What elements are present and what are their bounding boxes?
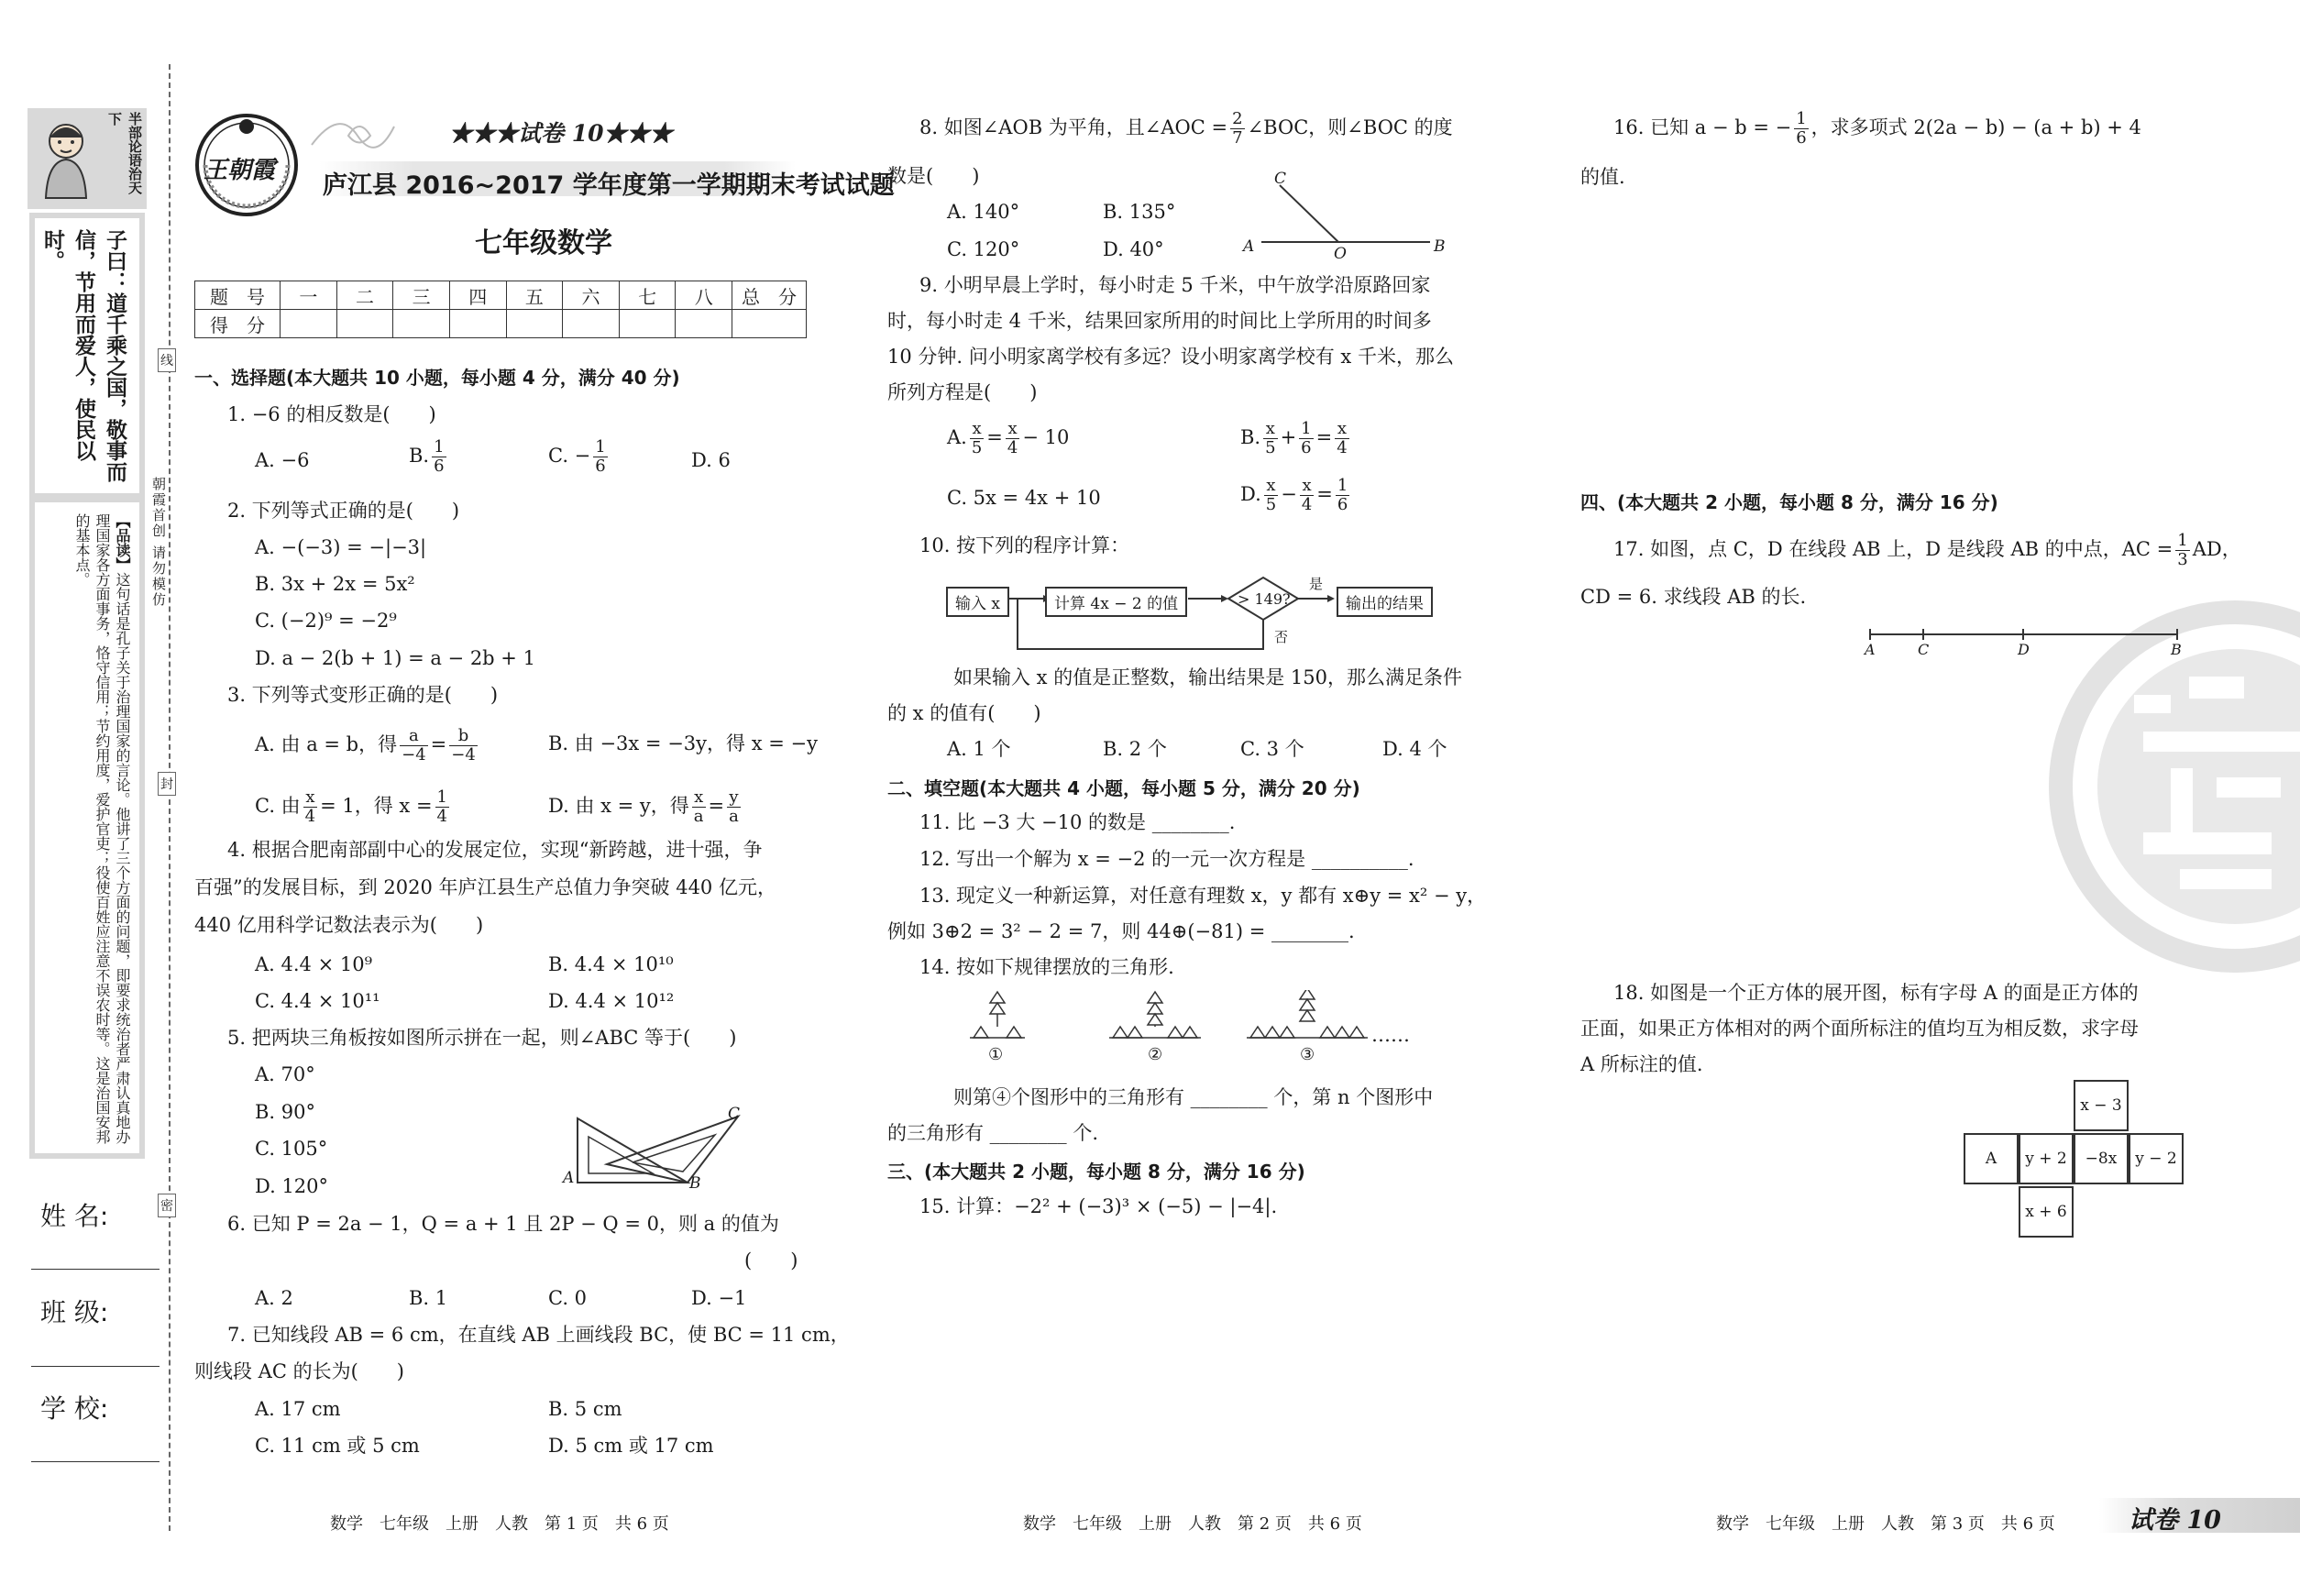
fraction	[1299, 420, 1313, 457]
question-16-line-2: 的值.	[1580, 166, 1625, 188]
question-18-line-3: A 所标注的值.	[1580, 1053, 1703, 1075]
fraction	[1300, 477, 1314, 514]
q3-option-c	[255, 788, 452, 826]
fraction-num: 1	[434, 437, 445, 457]
option-prefix: D.	[1240, 483, 1261, 505]
fig-label-c: C	[728, 1105, 741, 1123]
option-prefix: D. 由 x = y，得	[548, 795, 689, 817]
fraction	[692, 788, 706, 826]
score-input[interactable]	[281, 310, 337, 338]
segment-label-c: C	[1918, 641, 1930, 658]
cartoon-portrait-icon	[33, 114, 99, 202]
fraction-den: 6	[1301, 438, 1312, 457]
reading-text	[72, 513, 132, 1146]
class-label: 班 级:	[40, 1297, 109, 1327]
fraction-den: 4	[1337, 438, 1348, 457]
score-value-row	[195, 310, 807, 338]
angle-label-c: C	[1274, 170, 1287, 188]
q8-option-c: C. 120°	[947, 238, 1020, 260]
score-input[interactable]	[393, 310, 450, 338]
badge-char: 论	[127, 139, 143, 153]
angle-label-o: O	[1334, 245, 1347, 263]
footer-page-1: 数学 七年级 上册 人教 第 1 页 共 6 页	[330, 1514, 669, 1534]
q5-option-d: D. 120°	[255, 1175, 329, 1197]
quote-text: 子曰：道千乘之国，敬事而信，节用而爱人，使民以时。	[40, 229, 127, 482]
question-4-line-3: 440 亿用科学记数法表示为( )	[194, 914, 484, 936]
fraction	[303, 788, 317, 826]
q1-option-d: D. 6	[691, 449, 731, 471]
q9-option-a	[947, 420, 1069, 457]
badge-text	[105, 112, 145, 207]
subject-title: 七年级数学	[475, 227, 612, 259]
quote-box	[29, 213, 145, 499]
question-8-line-1	[919, 110, 1453, 148]
fraction-num: 1	[595, 437, 606, 457]
q2-option-c: C. (−2)⁹ = −2⁹	[255, 610, 397, 632]
fraction-num: x	[970, 420, 984, 439]
angle-label-a: A	[1243, 237, 1255, 256]
q7-option-d: D. 5 cm 或 17 cm	[548, 1435, 714, 1457]
fraction-den: 5	[1265, 495, 1277, 514]
badge-char: 下	[106, 112, 123, 126]
score-cell: 三	[393, 281, 450, 310]
q10-option-a: A. 1 个	[947, 738, 1011, 760]
logo-text: 王朝霞	[204, 157, 276, 184]
q3-option-b: B. 由 −3x = −3y，得 x = −y	[548, 732, 818, 754]
q8-post: ∠BOC，则∠BOC 的度	[1247, 116, 1453, 138]
fraction	[970, 420, 984, 457]
net-cell-y-plus-2: y + 2	[2019, 1133, 2074, 1184]
question-14-line-3: 的三角形有 ________ 个.	[887, 1122, 1099, 1144]
score-input[interactable]	[619, 310, 676, 338]
character-badge	[28, 108, 147, 209]
seal-char: 线	[158, 348, 176, 372]
q6-option-b: B. 1	[409, 1287, 448, 1309]
question-13-line-2: 例如 3⊕2 = 3² − 2 = 7，则 44⊕(−81) = ________.	[887, 920, 1355, 942]
fraction	[432, 438, 446, 476]
fraction-den: 3	[2177, 550, 2188, 569]
badge-char: 半	[127, 112, 143, 126]
question-4-line-2: 百强”的发展目标，到 2020 年庐江县生产总值力争突破 440 亿元，	[194, 876, 776, 898]
score-cell: 五	[506, 281, 563, 310]
exam-title: 庐江县 2016~2017 学年度第一学期期末考试试题	[323, 171, 895, 200]
badge-char: 语	[127, 153, 143, 167]
school-input-line[interactable]	[31, 1459, 160, 1462]
q4-option-b: B. 4.4 × 10¹⁰	[548, 953, 674, 975]
question-2: 2. 下列等式正确的是( )	[227, 500, 460, 522]
option-prefix: A. 由 a = b，得	[255, 733, 398, 755]
fraction-den: 4	[1301, 495, 1313, 514]
score-cell: 八	[676, 281, 732, 310]
net-cell-x-plus-6: x + 6	[2019, 1186, 2074, 1238]
angle-label-b: B	[1434, 237, 1446, 256]
fraction-num: 1	[1337, 476, 1348, 495]
q6-option-d: D. −1	[691, 1287, 747, 1309]
question-14-line-2: 则第④个图形中的三角形有 ________ 个，第 n 个图形中	[953, 1086, 1434, 1108]
reading-label: 【品读】	[114, 513, 131, 572]
fraction-den: 5	[971, 438, 983, 457]
question-10-line-2: 如果输入 x 的值是正整数，输出结果是 150，那么满足条件	[953, 666, 1462, 688]
fraction	[1264, 477, 1278, 514]
fraction-den: a	[693, 807, 704, 826]
fraction-num: 1	[436, 787, 447, 807]
reading-body: 这句话是孔子关于治理国家的言论。他讲了三个方面的问题，即要求统治者严肃认真地办理国家各方面事务，恪守信用；节约用度，爱护官吏；役使百姓应注意不误农时等。这是治国安邦的基本点。	[73, 513, 131, 1144]
score-row-label: 得 分	[195, 310, 281, 338]
score-input[interactable]	[563, 310, 620, 338]
confidential-seal-icon	[2033, 594, 2300, 979]
question-1: 1. −6 的相反数是( )	[227, 403, 436, 425]
fraction	[1263, 420, 1277, 457]
name-input-line[interactable]	[31, 1267, 160, 1270]
question-9-line-4: 所列方程是( )	[887, 381, 1038, 403]
flow-yes-label: 是	[1309, 576, 1324, 592]
q5-option-b: B. 90°	[255, 1101, 316, 1123]
school-label: 学 校:	[40, 1393, 109, 1424]
class-input-line[interactable]	[31, 1364, 160, 1367]
fraction-num: y	[727, 788, 741, 808]
question-14: 14. 按如下规律摆放的三角形.	[919, 956, 1174, 978]
net-cell-top: x − 3	[2074, 1080, 2129, 1131]
q7-option-a: A. 17 cm	[255, 1398, 341, 1420]
score-cell: 二	[336, 281, 393, 310]
q8-option-d: D. 40°	[1103, 238, 1164, 260]
seal-char: 密	[158, 1194, 176, 1217]
equals: =	[708, 795, 725, 817]
q2-option-a: A. −(−3) = −|−3|	[255, 536, 427, 558]
q9-option-c: C. 5x = 4x + 10	[947, 487, 1101, 509]
fraction-den: 6	[595, 457, 606, 476]
fraction-num: x	[1335, 420, 1348, 439]
paper-tag: ★★★试卷 10★★★	[449, 120, 673, 147]
fraction-num: a	[400, 727, 428, 746]
option-prefix: C. −	[548, 445, 591, 467]
question-5: 5. 把两块三角板按如图所示拼在一起，则∠ABC 等于( )	[227, 1027, 737, 1049]
q6-option-a: A. 2	[255, 1287, 293, 1309]
footer-page-2: 数学 七年级 上册 人教 第 2 页 共 6 页	[1023, 1514, 1362, 1534]
fraction-den: 4	[436, 807, 447, 826]
net-cell-a: A	[1964, 1133, 2019, 1184]
segment-label-b: B	[2171, 641, 2182, 658]
q8-option-a: A. 140°	[947, 201, 1020, 223]
question-17-line-2: CD = 6. 求线段 AB 的长.	[1580, 586, 1807, 608]
triangle-boards-figure	[550, 1100, 752, 1201]
q4-option-d: D. 4.4 × 10¹²	[548, 990, 675, 1012]
question-7-line-1: 7. 已知线段 AB = 6 cm，在直线 AB 上画线段 BC，使 BC = 11 cm，	[227, 1324, 850, 1346]
q8-option-b: B. 135°	[1103, 201, 1176, 223]
net-cell-y-minus-2: y − 2	[2129, 1133, 2184, 1184]
seal-char: 封	[158, 772, 176, 796]
fraction-den: −4	[402, 745, 426, 765]
fraction-num: x	[1006, 420, 1019, 439]
score-input[interactable]	[732, 310, 807, 338]
q6-option-c: C. 0	[548, 1287, 588, 1309]
q9-option-b	[1240, 420, 1352, 457]
question-4-line-1: 4. 根据合肥南部副中心的发展定位，实现“新跨越，进十强，争	[227, 839, 763, 861]
option-mid: = 1，得 x =	[320, 795, 433, 817]
question-17-line-1	[1613, 532, 2241, 569]
q2-option-d: D. a − 2(b + 1) = a − 2b + 1	[255, 647, 535, 669]
score-cell: 六	[563, 281, 620, 310]
footer-page-3: 数学 七年级 上册 人教 第 3 页 共 6 页	[1716, 1514, 2055, 1534]
score-header-row	[195, 281, 807, 310]
q1-option-b	[409, 438, 449, 476]
score-input[interactable]	[506, 310, 563, 338]
pattern-ellipsis: ……	[1371, 1024, 1410, 1046]
score-input[interactable]	[336, 310, 393, 338]
fraction-num: 2	[1232, 109, 1243, 128]
q3-option-d	[548, 788, 743, 826]
fraction	[1336, 477, 1349, 514]
q7-option-c: C. 11 cm 或 5 cm	[255, 1435, 420, 1457]
fig-label-a: A	[563, 1169, 575, 1187]
fraction-den: 6	[1337, 495, 1348, 514]
seal-dashed-line	[169, 64, 171, 1531]
fraction-num: 1	[1796, 109, 1807, 128]
q16-pre: 16. 已知 a − b = −	[1613, 116, 1792, 138]
question-18-line-2: 正面，如果正方体相对的两个面所标注的值均互为相反数，求字母	[1580, 1018, 2139, 1040]
question-12: 12. 写出一个解为 x = −2 的一元一次方程是 __________.	[919, 848, 1414, 870]
fraction	[449, 727, 478, 765]
fraction-den: a	[729, 807, 739, 826]
q16-post: ，求多项式 2(2a − b) − (a + b) + 4	[1810, 116, 2141, 138]
fraction	[1335, 420, 1348, 457]
plus: +	[1280, 426, 1297, 448]
question-10: 10. 按下列的程序计算：	[919, 534, 1130, 556]
fraction-den: 4	[304, 807, 316, 826]
fraction	[435, 788, 449, 826]
equals: =	[1315, 426, 1333, 448]
option-post: − 10	[1022, 426, 1070, 448]
minus: −	[1281, 483, 1297, 505]
score-cell: 题 号	[195, 281, 281, 310]
question-10-line-3: 的 x 的值有( )	[887, 702, 1041, 724]
fraction-num: 1	[1301, 419, 1312, 438]
flow-condition: > 149?	[1238, 590, 1291, 608]
question-7-line-2: 则线段 AC 的长为( )	[194, 1360, 404, 1382]
fraction-num: x	[1264, 477, 1278, 496]
segment-label-a: A	[1865, 641, 1876, 658]
question-18-line-1: 18. 如图是一个正方体的展开图，标有字母 A 的面是正方体的	[1613, 982, 2139, 1004]
left-sidebar	[28, 108, 147, 1172]
fraction	[400, 727, 428, 765]
fraction-den: 6	[434, 457, 445, 476]
score-cell: 一	[281, 281, 337, 310]
fraction-num: 1	[2177, 531, 2188, 550]
flow-compute-box: 计算 4x − 2 的值	[1045, 587, 1187, 617]
slogan-text: 朝霞首创 请勿模仿	[150, 477, 167, 608]
fraction-num: x	[1263, 420, 1277, 439]
section-1-heading: 一、选择题(本大题共 10 小题，每小题 4 分，满分 40 分)	[194, 367, 680, 389]
question-16-line-1	[1613, 110, 2141, 148]
fraction	[727, 788, 741, 826]
option-prefix: B.	[1240, 426, 1261, 448]
q4-option-c: C. 4.4 × 10¹¹	[255, 990, 380, 1012]
flow-no-label: 否	[1274, 629, 1289, 645]
q17-pre: 17. 如图，点 C，D 在线段 AB 上，D 是线段 AB 的中点，AC =	[1613, 538, 2173, 560]
question-13-line-1: 13. 现定义一种新运算，对任意有理数 x，y 都有 x⊕y = x² − y，	[919, 885, 1487, 907]
flow-input-box: 输入 x	[946, 587, 1009, 617]
equals: =	[986, 426, 1003, 448]
fig-label-b: B	[689, 1174, 701, 1193]
score-input[interactable]	[676, 310, 732, 338]
option-prefix: B.	[409, 445, 430, 467]
q3-option-a	[255, 727, 480, 765]
score-cell: 总 分	[732, 281, 807, 310]
fraction-den: 7	[1232, 128, 1243, 148]
q10-option-b: B. 2 个	[1103, 738, 1167, 760]
question-9-line-3: 10 分钟. 问小明家离学校有多远？设小明家离学校有 x 千米，那么	[887, 346, 1454, 368]
fraction-den: 5	[1265, 438, 1276, 457]
q5-option-c: C. 105°	[255, 1138, 328, 1160]
q7-option-b: B. 5 cm	[548, 1398, 622, 1420]
flow-output-box: 输出的结果	[1337, 587, 1433, 617]
option-prefix: C. 由	[255, 795, 301, 817]
question-11: 11. 比 −3 大 −10 的数是 ________.	[919, 811, 1236, 833]
question-3: 3. 下列等式变形正确的是( )	[227, 684, 499, 706]
fraction-num: b	[449, 727, 478, 746]
option-prefix: A.	[947, 426, 967, 448]
question-15: 15. 计算：−2² + (−3)³ × (−5) − |−4|.	[919, 1195, 1278, 1217]
q5-option-a: A. 70°	[255, 1063, 315, 1085]
score-cell: 七	[619, 281, 676, 310]
badge-char: 天	[127, 181, 143, 194]
pattern-label-3: ③	[1300, 1045, 1315, 1064]
segment-label-d: D	[2018, 641, 2030, 658]
fraction-den: 6	[1796, 128, 1807, 148]
equals: =	[1316, 483, 1333, 505]
fraction-den: 4	[1007, 438, 1018, 457]
q1-option-a: A. −6	[255, 449, 310, 471]
reading-box	[29, 497, 145, 1159]
q10-option-c: C. 3 个	[1240, 738, 1304, 760]
fraction-num: x	[1300, 477, 1314, 496]
q4-option-a: A. 4.4 × 10⁹	[255, 953, 372, 975]
footer-tag: 试卷 10	[2129, 1506, 2221, 1535]
fraction-num: x	[692, 788, 706, 808]
q10-option-d: D. 4 个	[1382, 738, 1447, 760]
score-input[interactable]	[449, 310, 506, 338]
equals: =	[430, 733, 447, 755]
pattern-label-1: ①	[988, 1045, 1004, 1064]
q2-option-b: B. 3x + 2x = 5x²	[255, 573, 415, 595]
fraction	[593, 438, 607, 476]
section-4-heading: 四、(本大题共 2 小题，每小题 8 分，满分 16 分)	[1580, 491, 1998, 513]
fraction	[1006, 420, 1019, 457]
name-label: 姓 名:	[40, 1201, 109, 1231]
question-6-line-1: 6. 已知 P = 2a − 1，Q = a + 1 且 2P − Q = 0，则 a 的值为	[227, 1213, 779, 1235]
fraction	[2175, 532, 2189, 569]
question-8-line-2: 数是( )	[887, 165, 980, 187]
fraction-num: x	[303, 788, 317, 808]
q9-option-d	[1240, 477, 1352, 514]
q17-post: AD，	[2192, 538, 2241, 560]
fraction	[1230, 110, 1244, 148]
question-6-paren: ( )	[744, 1249, 798, 1271]
question-9-line-2: 时，每小时走 4 千米，结果回家所用的时间比上学所用的时间多	[887, 310, 1432, 332]
fraction	[1794, 110, 1808, 148]
section-2-heading: 二、填空题(本大题共 4 小题，每小题 5 分，满分 20 分)	[887, 777, 1360, 799]
q8-pre: 8. 如图∠AOB 为平角，且∠AOC =	[919, 116, 1228, 138]
fraction-den: −4	[451, 745, 476, 765]
q1-option-c	[548, 438, 611, 476]
score-table	[194, 281, 807, 338]
triangle-pattern-figure	[968, 990, 1390, 1054]
score-cell: 四	[449, 281, 506, 310]
badge-char: 部	[127, 126, 143, 139]
section-3-heading: 三、(本大题共 2 小题，每小题 8 分，满分 16 分)	[887, 1161, 1305, 1183]
question-9-line-1: 9. 小明早晨上学时，每小时走 5 千米，中午放学沿原路回家	[919, 274, 1431, 296]
pattern-label-2: ②	[1148, 1045, 1163, 1064]
badge-char: 治	[127, 167, 143, 181]
net-cell-minus-8x: −8x	[2074, 1133, 2129, 1184]
